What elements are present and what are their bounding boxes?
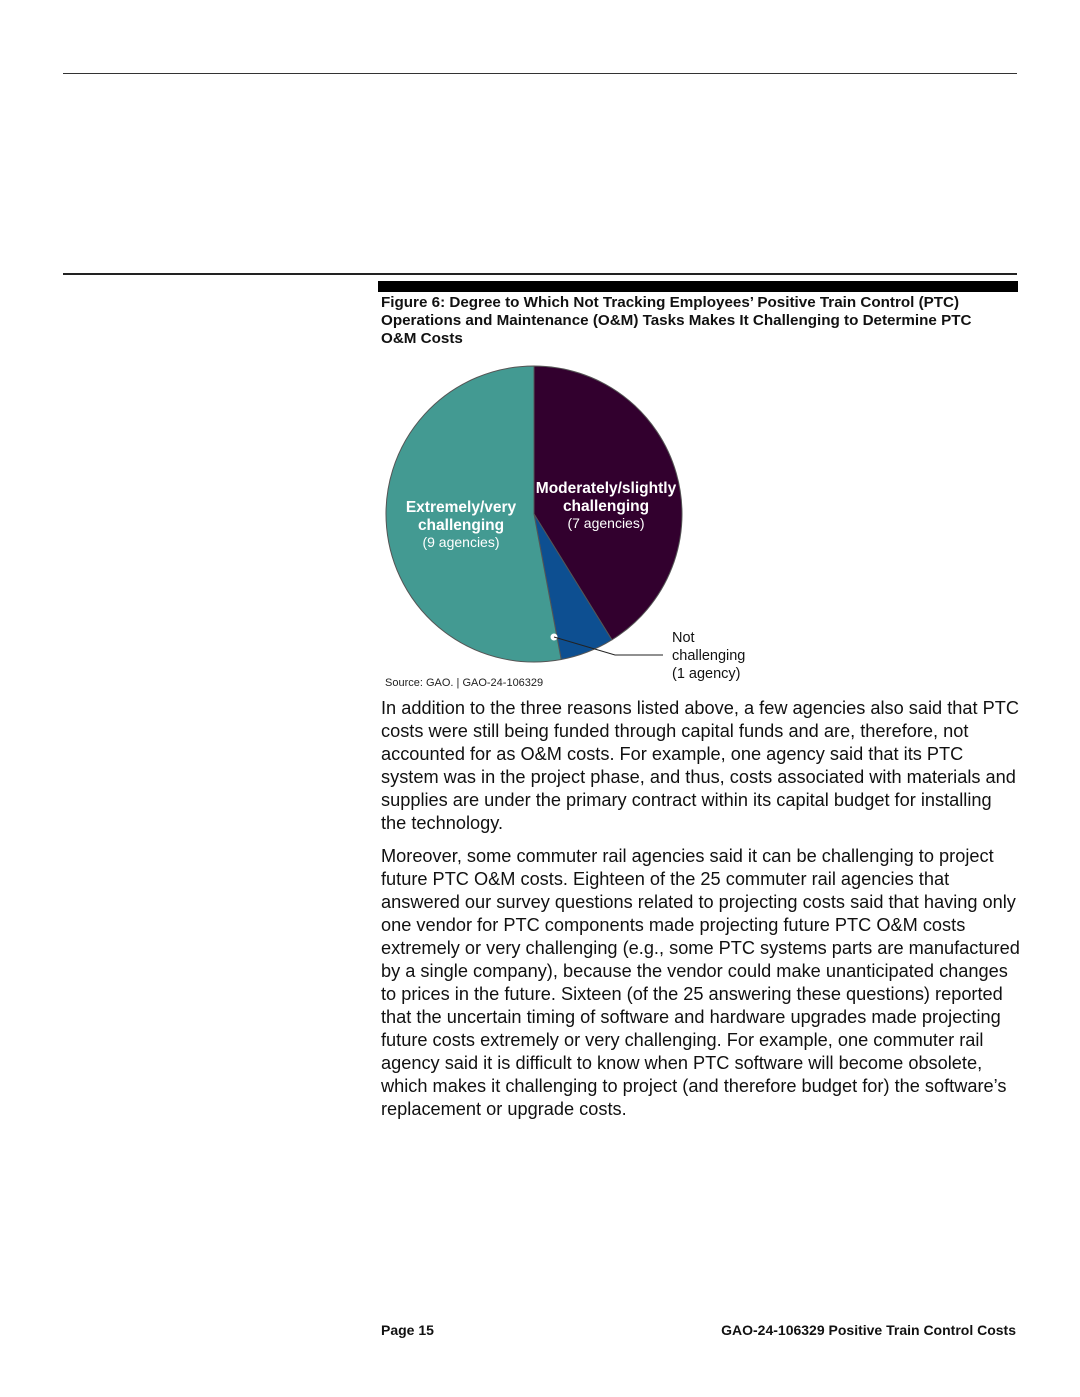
figure-source: Source: GAO. | GAO-24-106329 [385, 677, 544, 689]
pie-sublabel-extremely: (9 agencies) [422, 534, 500, 550]
body-paragraph-2: Moreover, some commuter rail agencies said it can be challenging to project future PTC O&M costs. Eighteen of the 25 commuter rail agencies that answered our survey questions related to projecting costs said that having only one vendor for PTC components made projecting future PTC O&M costs extremely or very challenging (e.g., some PTC systems parts are manufactured by a single company), because the vendor could make unanticipated changes to prices in the future. Sixteen (of the 25 answering these questions) reported that the uncertain timing of software and hardware upgrades made projecting future costs extremely or very challenging. For example, one commuter rail agency said it is difficult to know when PTC software will become obsolete, which makes it challenging to project (and therefore budget for) the software’s replacement or upgrade costs. [381, 846, 1020, 1119]
figure-title: Figure 6: Degree to Which Not Tracking Employees’ Positive Train Control (PTC) Operations and Maintenance (O&M) Tasks Makes It Challenging to Determine PTC O&M Costs [381, 294, 972, 347]
page-number: Page 15 [381, 1322, 434, 1338]
top-rule [63, 73, 1017, 74]
pie-label-moderately-line1: Moderately/slightly [535, 480, 677, 497]
pie-chart [380, 355, 780, 685]
body-paragraph-1: In addition to the three reasons listed above, a few agencies also said that PTC costs were still being funded through capital funds and are, therefore, not accounted for as O&M costs. For example, one agency said that its PTC system was in the project phase, and thus, costs associated with materials and supplies are under the primary contract within its capital budget for installing the technology. [381, 698, 1019, 833]
pie-sublabel-moderately: (7 agencies) [567, 515, 645, 531]
pie-label-extremely-line1: Extremely/very [405, 499, 517, 516]
pie-sublabel-not: (1 agency) [672, 666, 741, 682]
pie-label-moderately-line2: challenging [562, 498, 650, 515]
figure-header-bar [378, 281, 1018, 292]
pie-label-extremely-line2: challenging [417, 517, 505, 534]
pie-label-not-line2: challenging [672, 648, 746, 664]
section-rule [63, 273, 1017, 275]
pie-label-not-line1: Not [672, 630, 695, 646]
report-title: GAO-24-106329 Positive Train Control Costs [721, 1322, 1016, 1338]
